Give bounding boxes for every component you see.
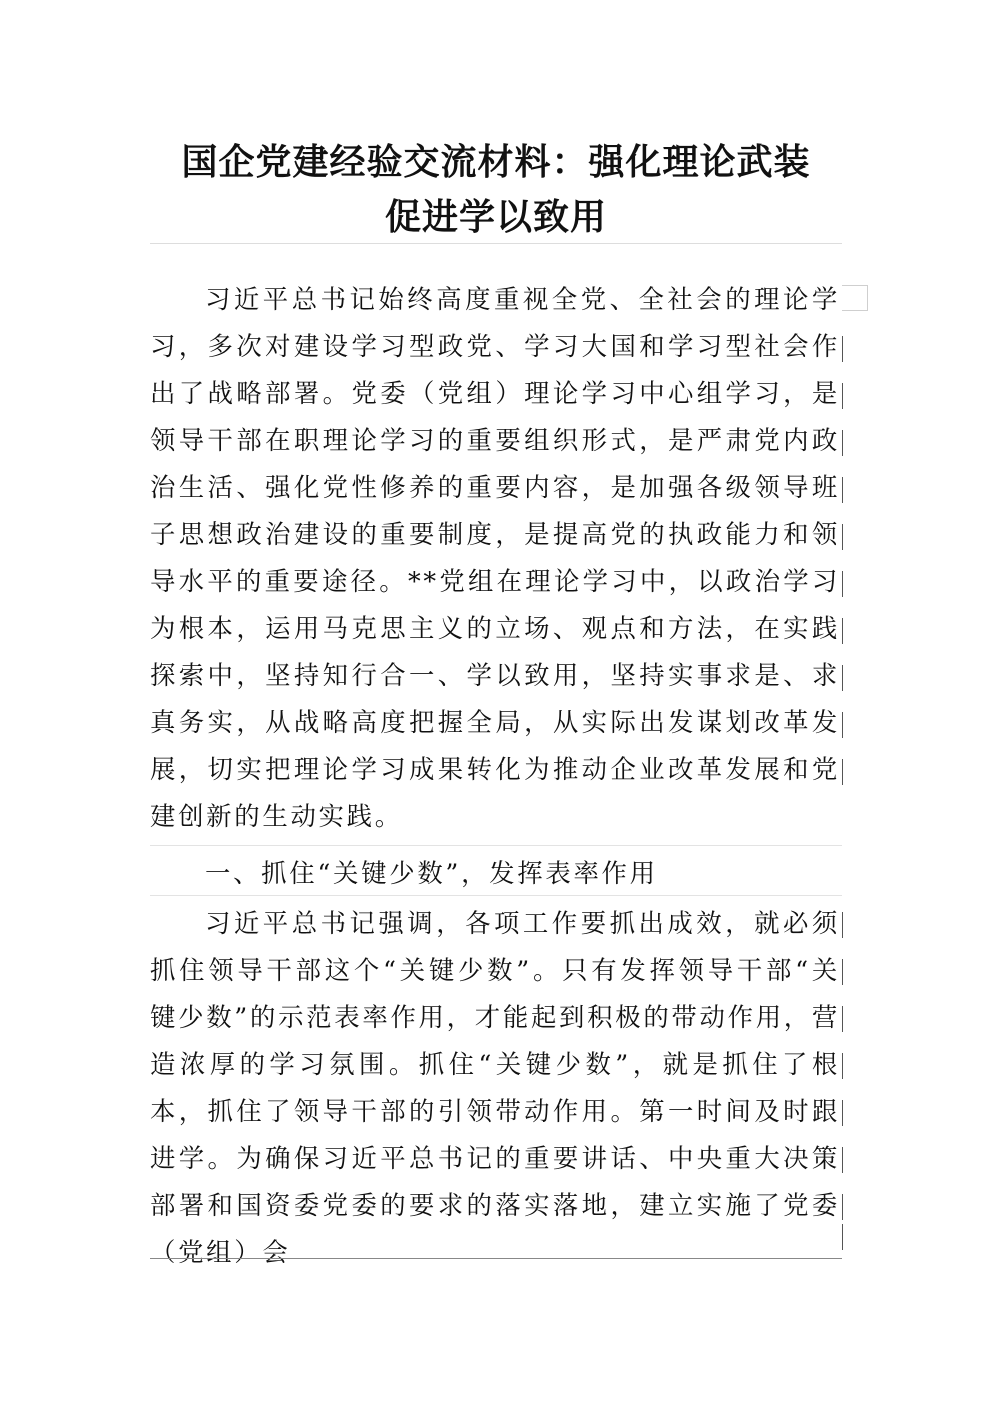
right-margin-line-mark: [842, 959, 843, 985]
right-margin-line-mark: [842, 1224, 843, 1250]
right-margin-line-mark: [842, 1053, 843, 1079]
paragraph-separator: [150, 845, 842, 846]
right-margin-line-mark: [842, 712, 843, 738]
right-margin-line-mark: [842, 618, 843, 644]
right-margin-line-mark: [842, 1100, 843, 1126]
right-margin-line-mark: [842, 336, 843, 362]
right-margin-line-mark: [842, 430, 843, 456]
document-title-line-1: 国企党建经验交流材料：强化理论武装: [181, 142, 811, 183]
text-area-bottom-border: [150, 1258, 842, 1259]
right-margin-line-mark: [842, 759, 843, 785]
right-margin-line-mark: [842, 1147, 843, 1173]
right-margin-line-mark: [842, 477, 843, 503]
right-margin-line-mark: [842, 383, 843, 409]
right-margin-line-mark: [842, 665, 843, 691]
right-margin-line-mark: [842, 1006, 843, 1032]
paragraph-separator: [150, 895, 842, 896]
body-paragraph-2: 习近平总书记强调，各项工作要抓出成效，就必须抓住领导干部这个“关键少数”。只有发挥领导干部“关键少数”的示范表率作用，才能起到积极的带动作用，营造浓厚的学习氛围。抓住“关键少数”，就是抓住了根本，抓住了领导干部的引领带动作用。第一时间及时跟进学。为确保习近平总书记的重要讲话、中央重大决策部署和国资委党委的要求的落实落地，建立实施了党委（党组）会: [150, 908, 840, 1267]
section-heading-1: 一、抓住“关键少数”，发挥表率作用: [205, 858, 658, 888]
text-area-top-border: [150, 243, 842, 244]
document-title-line-2: 促进学以致用: [384, 197, 607, 238]
margin-corner-marker: [842, 285, 868, 311]
right-margin-line-mark: [842, 524, 843, 550]
right-margin-line-mark: [842, 571, 843, 597]
right-margin-line-mark: [842, 912, 843, 938]
right-margin-line-mark: [842, 1194, 843, 1220]
body-paragraph-1: 习近平总书记始终高度重视全党、全社会的理论学习，多次对建设学习型政党、学习大国和学习型社会作出了战略部署。党委（党组）理论学习中心组学习，是领导干部在职理论学习的重要组织形式，是严肃党内政治生活、强化党性修养的重要内容，是加强各级领导班子思想政治建设的重要制度，是提高党的执政能力和领导水平的重要途径。**党组在理论学习中，以政治学习为根本，运用马克思主义的立场、观点和方法，在实践探索中，坚持知行合一、学以致用，坚持实事求是、求真务实，从战略高度把握全局，从实际出发谋划改革发展，切实把理论学习成果转化为推动企业改革发展和党建创新的生动实践。: [150, 284, 840, 831]
